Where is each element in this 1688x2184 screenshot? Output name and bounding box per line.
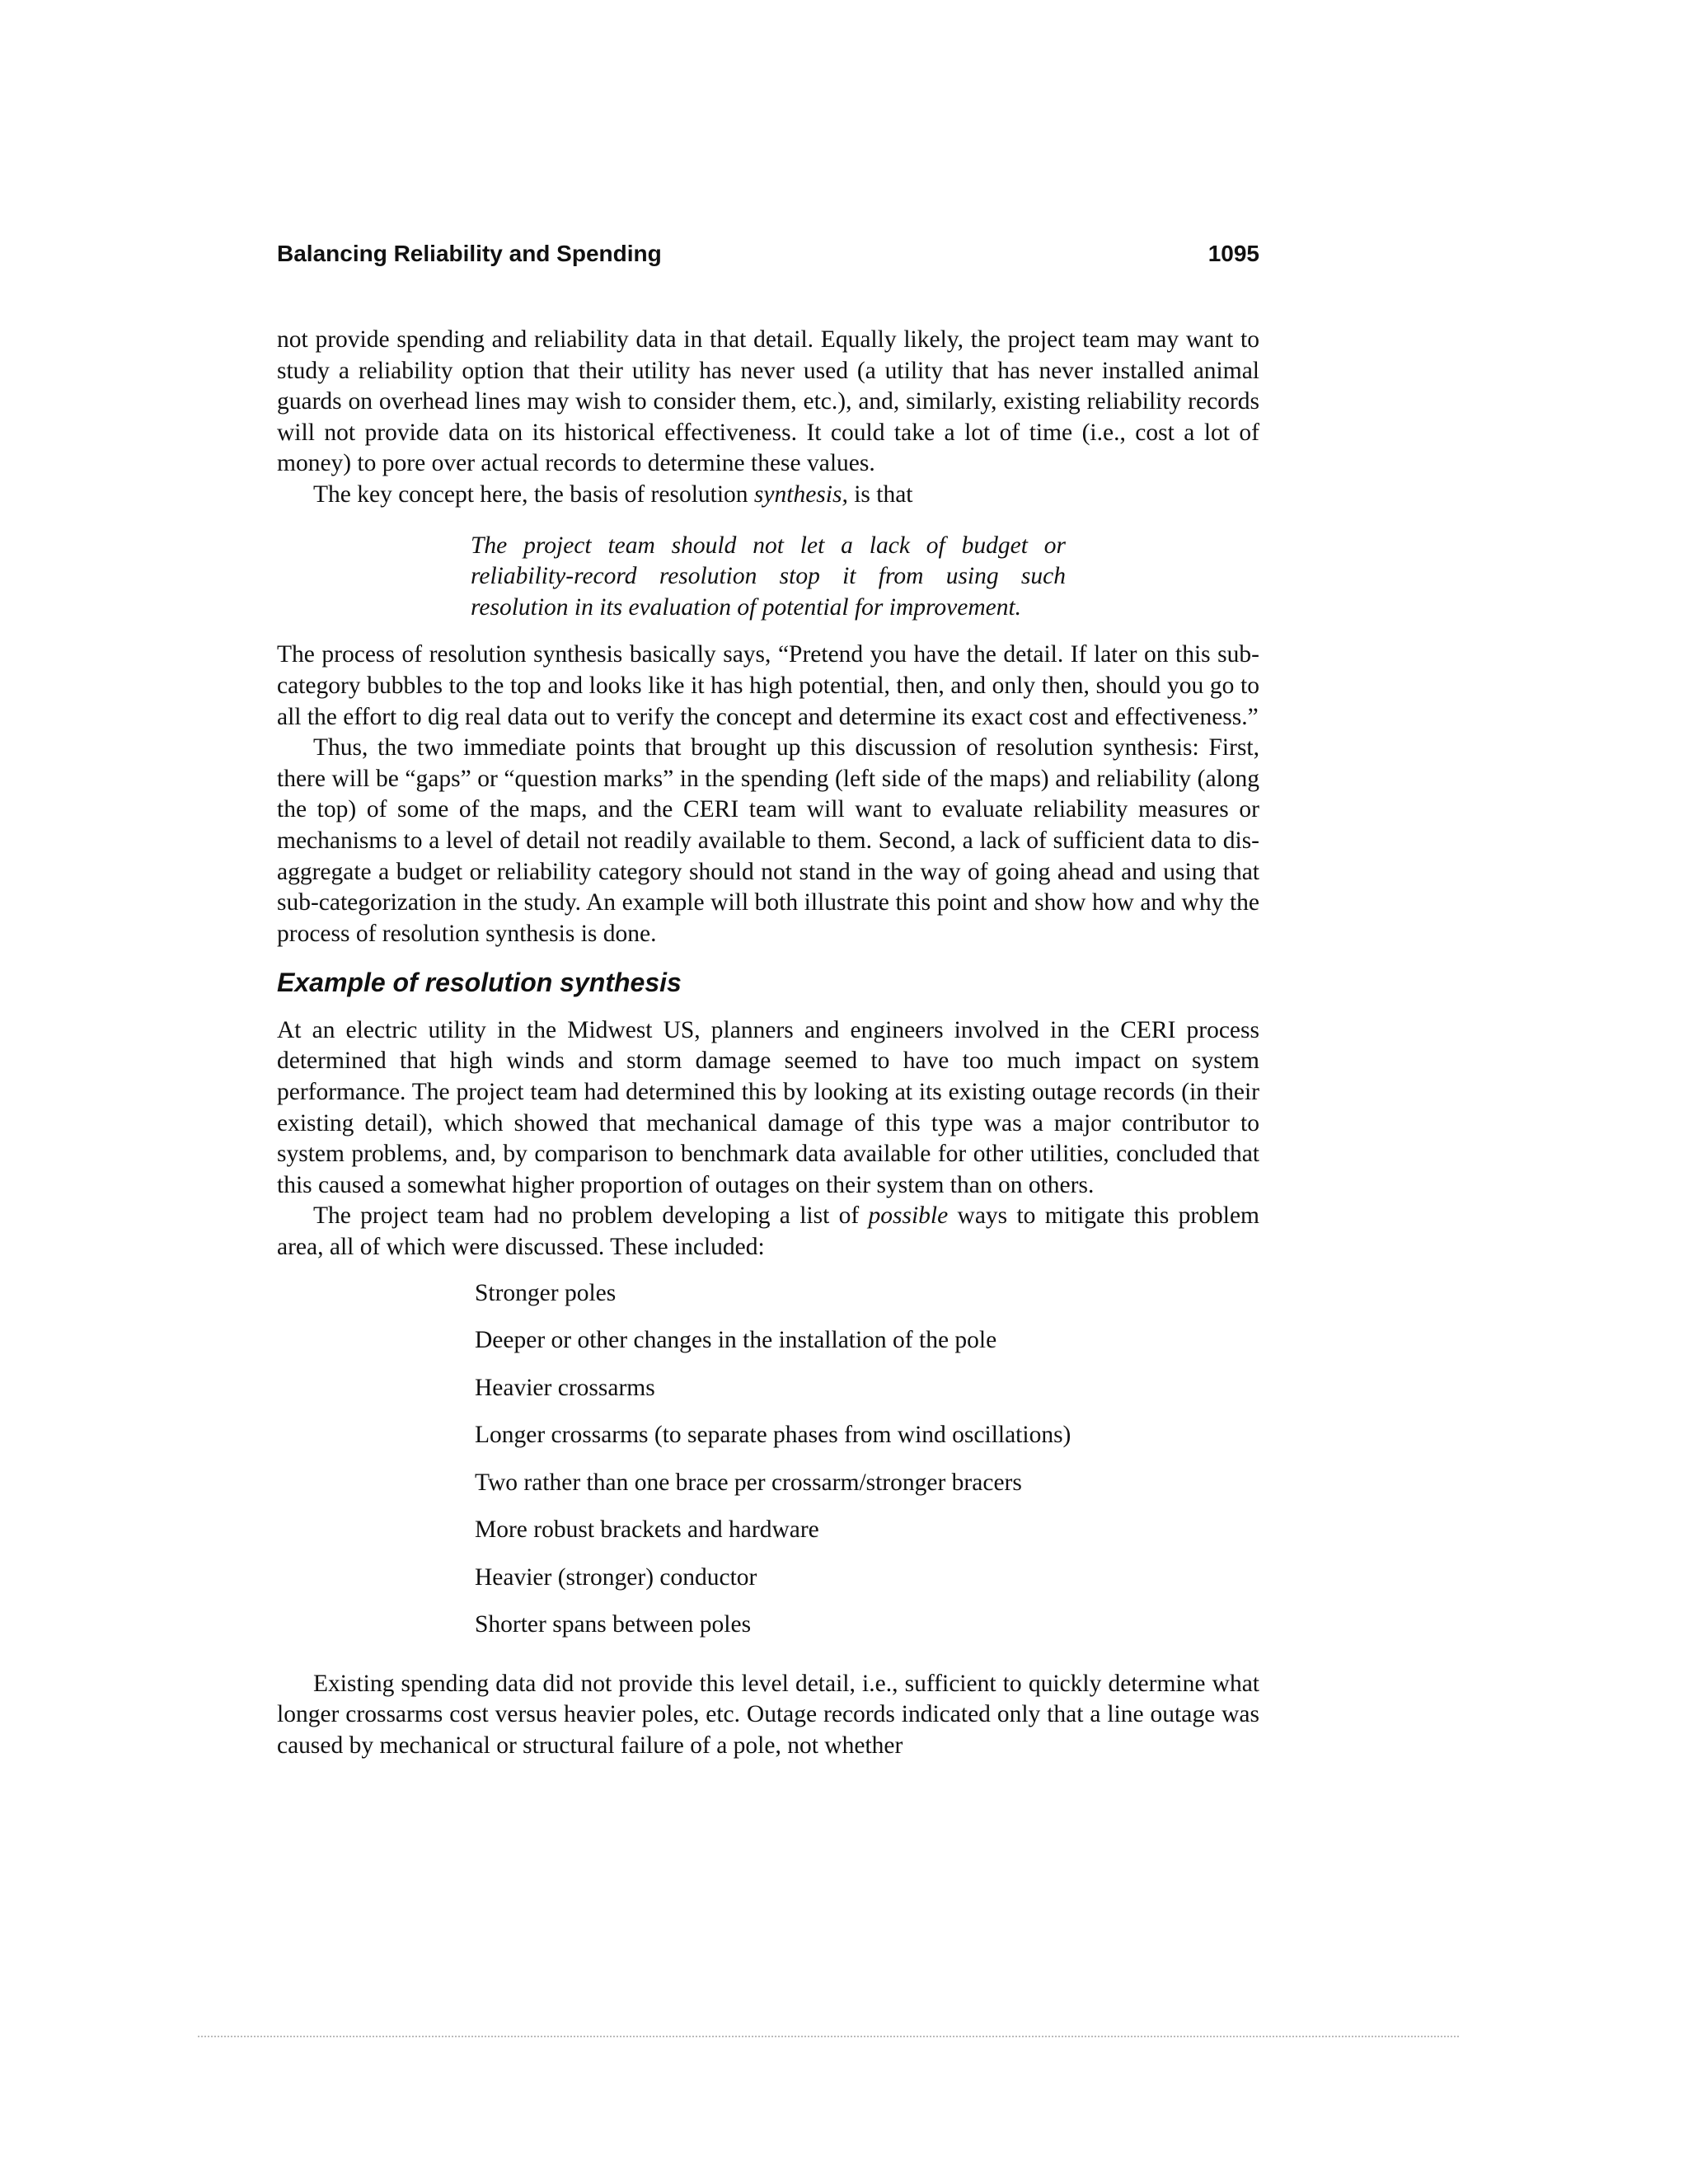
paragraph-continuation: not provide spending and reliability data in that detail. Equally likely, the project team may want to study a reliability option that their utility has never used (a utility that has never installed animal guards on overhead lines may wish to consider them, etc.), and, similarly, existing reliability records will not provide data on its historical effectiveness. It could take a lot of time (i.e., cost a lot of money) to pore over actual records to determine these values. [277, 326, 1259, 477]
page-number: 1095 [1207, 241, 1259, 266]
list-item: More robust brackets and hardware [475, 1516, 819, 1544]
paragraph-existing-spending: Existing spending data did not provide this level detail, i.e., sufficient to quickly determine what longer crossarms cost versus heavier poles, etc. Outage records indicated only that a line outage was caused by mechanical or structural failure of a pole, not whether [277, 1670, 1259, 1759]
paragraph-two-points: Thus, the two immediate points that brought up this discussion of resolution synthesis: First, there will be “gaps” or “question marks” in the spending (left side of the maps) and reliability (along the top) of some of the maps, and the CERI team will want to evaluate reliability measures or mechanisms to a level of detail not readily available to them. Second, a lack of sufficient data to dis-aggregate a budget or reliability category should not stand in the way of going ahead and using that sub-categorization in the study. An example will both illustrate this point and show how and why the process of resolution synthesis is done. [277, 734, 1259, 947]
paragraph-key-concept [277, 480, 1259, 511]
scan-artifact-line [198, 2036, 1459, 2041]
section-heading: Example of resolution synthesis [277, 968, 682, 998]
running-header-title: Balancing Reliability and Spending [277, 241, 662, 266]
list-item: Longer crossarms (to separate phases from wind oscillations) [475, 1422, 1071, 1449]
paragraph-text: The project team had no problem developing a list of [313, 1202, 869, 1230]
paragraph-midwest-utility: At an electric utility in the Midwest US, planners and engineers involved in the CERI process determined that high winds and storm damage seemed to have too much impact on system performance. The project team had determined this by looking at its existing outage records (in their existing detail), which showed that mechanical damage of this type was a major contributor to system problems, and, by comparison to benchmark data available for other utilities, concluded that this caused a somewhat higher proportion of outages on their system than on others. [277, 1016, 1259, 1198]
mitigation-list [277, 1278, 1259, 1657]
list-item: Deeper or other changes in the installation of the pole [475, 1327, 997, 1354]
paragraph-text: ways to mitigate this problem area, all of which were discussed. These included: [277, 1202, 1259, 1261]
emphasis-synthesis: synthesis, [753, 480, 848, 508]
body-text [277, 325, 1259, 1761]
list-item: Heavier (stronger) conductor [475, 1563, 757, 1591]
list-item: Two rather than one brace per crossarm/stronger bracers [475, 1469, 1022, 1496]
list-item: Shorter spans between poles [475, 1611, 752, 1638]
paragraph-process: The process of resolution synthesis basically says, “Pretend you have the detail. If later on this sub-category bubbles to the top and looks like it has high potential, then, and only then, should you go to all the effort to dig real data out to verify the concept and determine its exact cost and effectiveness.” [277, 641, 1259, 730]
list-item: Heavier crossarms [475, 1374, 655, 1401]
paragraph-text: The key concept here, the basis of resolution [313, 480, 754, 508]
emphasis-possible: possible [868, 1202, 949, 1230]
paragraph-text: is that [847, 480, 913, 508]
running-header [277, 241, 1259, 274]
block-quote: The project team should not let a lack of budget or reliability-record resolution stop it from using such resolution in its evaluation of potential for improvement. [471, 532, 1066, 621]
paragraph-mitigation [277, 1201, 1259, 1263]
list-item: Stronger poles [475, 1279, 617, 1306]
